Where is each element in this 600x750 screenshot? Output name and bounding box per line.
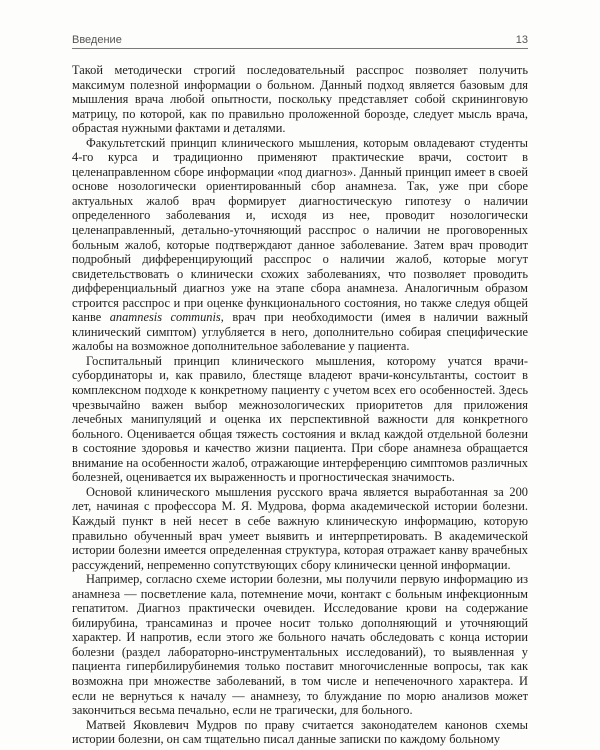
body-text [72,63,528,747]
latin-term: anamnesis communis [109,310,221,325]
paragraph [72,718,528,747]
paragraph [72,63,528,136]
header-divider [72,48,528,49]
text-run: Такой методически строгий последовательный расспрос позволяет получить максимум полезной информации о больном. Данный подход является базовым для мышления врача любой опытности, поскольку представляет собой скрининговую матрицу, по которой, как по правильно проложенной борозде, следует мысль врача, обрастая нужными фактами и деталями. [72,63,528,136]
text-run: Факультетский принцип клинического мышления, которым овладевают студенты 4-го курса и традиционно применяют практические врачи, состоит в целенаправленном сборе информации «под диагноз». Данный принцип имеет в своей основе нозологически ориентированный сбор анамнеза. Так, уже при сборе актуальных жалоб врач формирует диагностическую гипотезу о наличии определенного заболевания и, исходя из нее, проводит нозологически целенаправленный, детально-уточняющий расспрос о наличии не проговоренных больным жалоб, которые подтверждают данное заболевание. Затем врач проводит подробный дифференцирующий расспрос о наличии жалоб, которые могут свидетельствовать о клинически схожих заболеваниях, что позволяет проводить дифференциальный диагноз уже на этапе сбора анамнеза. Аналогичным образом строится расспрос и при оценке функционального состояния, но также следуя общей канве [72,135,528,325]
text-run: Основой клинического мышления русского врача является выработанная за 200 лет, начиная с профессора М. Я. Мудрова, форма академической истории болезни. Каждый пункт в ней несет в себе важную клиническую информацию, которую правильно обученный врач умеет выявить и интерпретировать. В академической истории болезни имеется определенная структура, которая отражает канву врачебных рассуждений, непременно сопутствующих сбору клинически ценной информации. [72,484,528,572]
paragraph [72,485,528,572]
page-number: 13 [515,34,528,46]
text-run: Госпитальный принцип клинического мышления, которому учатся врачи-субординаторы и, как правило, блестяще владеют врачи-консультанты, состоит в комплексном подходе к конкретному пациенту с учетом всех его особенностей. Здесь чрезвычайно важен выбор межнозологических приоритетов для приложения лечебных манипуляций и оценка их перспективной важности для конкретного больного. Оценивается общая тяжесть состояния и вклад каждой отдельной болезни в состояние здоровья и качество жизни пациента. При сборе анамнеза обращается внимание на особенности жалоб, отражающие интерференцию симптомов различных болезней, оценивается их выраженность и прогностическая значимость. [72,353,528,485]
paragraph [72,354,528,485]
paragraph [72,136,528,354]
section-title: Введение [72,34,122,46]
text-run: Например, согласно схеме истории болезни, мы получили первую информацию из анамнеза — посветление кала, потемнение мочи, контакт с больным инфекционным гепатитом. Диагноз практически очевиден. Исследование крови на содержание билирубина, трансаминаз и прочее носит только дополняющий и уточняющий характер. И напротив, если этого же больного начать обследовать с конца истории болезни (раздел лабораторно-инструментальных исследований), то выявленная у пациента гипербилирубинемия только поставит многочисленные вопросы, так как возможна при множестве заболеваний, в том числе и непеченочного характера. И если не вернуться к началу — анамнезу, то блуждание по морю анализов может закончиться весьма печально, если не трагически, для больного. [72,572,528,718]
text-run: , врач при необходимости (имея в наличии важный клинический симптом) углубляется в него, дополнительно собирая специфические жалобы на возможное дополнительное заболевание у пациента. [72,310,528,354]
running-head [72,30,528,48]
paragraph [72,572,528,717]
text-run: Матвей Яковлевич Мудров по праву считается законодателем канонов схемы истории болезни, он сам тщательно писал данные записки по каждому больному [72,717,528,747]
